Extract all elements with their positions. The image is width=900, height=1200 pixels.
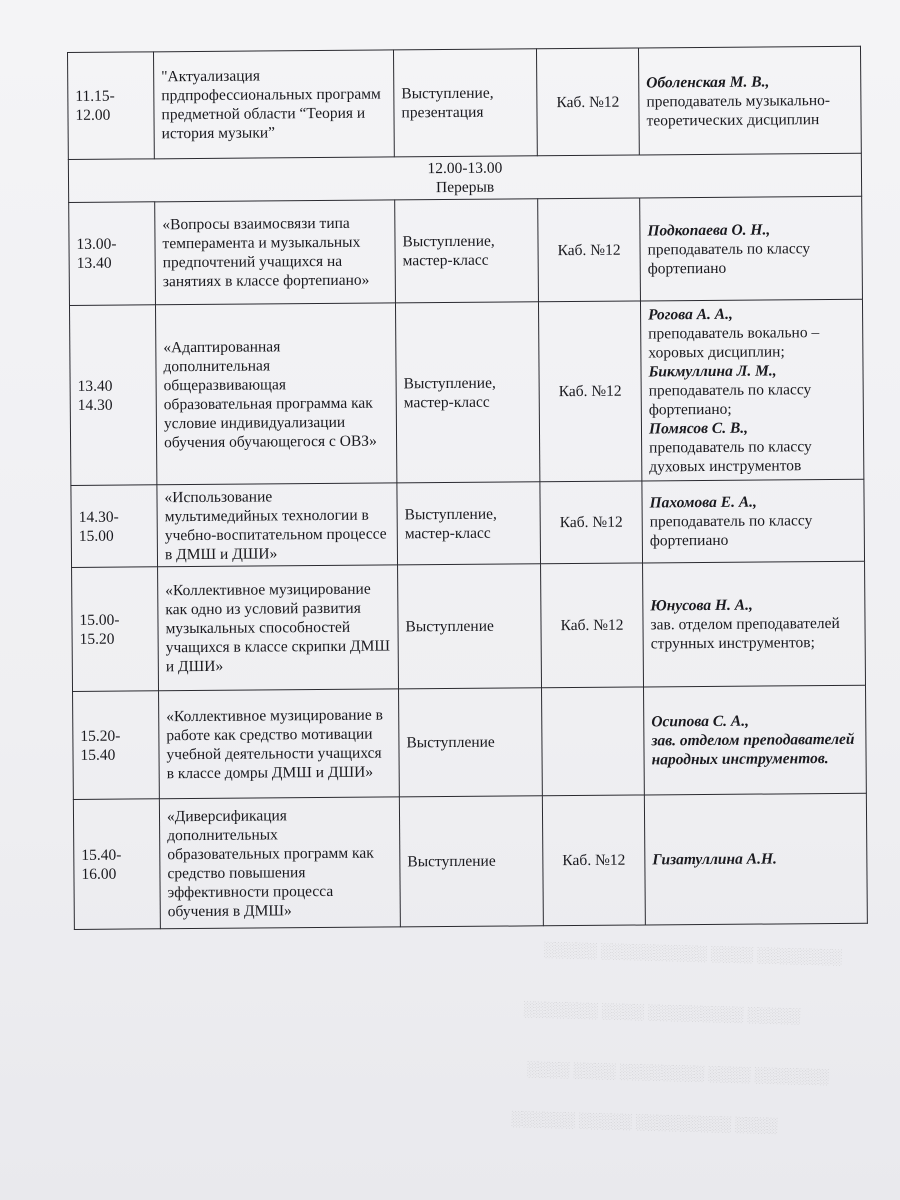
break-label: Перерыв	[435, 178, 495, 197]
format-cell: Выступление, презентация	[393, 49, 537, 157]
speaker-role: преподаватель по классу духовых инструментов	[649, 438, 812, 476]
format-cell: Выступление, мастер-класс	[397, 482, 541, 565]
break-row	[68, 153, 861, 202]
speaker-cell	[638, 46, 861, 155]
room-cell	[542, 687, 645, 796]
speaker-name: Рогова А. А.,	[648, 305, 733, 324]
time-cell: 14.30-15.00	[71, 485, 158, 568]
speaker-cell	[644, 685, 867, 795]
speaker-name: Юнусова Н. А.,	[650, 596, 753, 615]
speaker-role: преподаватель по классу фортепиано;	[648, 381, 812, 419]
table-row	[72, 561, 866, 691]
format-cell: Выступление, мастер-класс	[395, 199, 539, 303]
speaker-name: Осипова С. А.,	[651, 712, 750, 731]
time-cell: 15.20-15.40	[73, 691, 160, 800]
speaker-role: преподаватель вокально – хоровых дисциплин;	[648, 324, 820, 362]
room-cell: Каб. №12	[536, 48, 639, 156]
table-row	[73, 685, 867, 799]
format-cell: Выступление	[399, 796, 543, 927]
time-cell: 13.40 14.30	[69, 305, 156, 486]
speaker-cell	[642, 479, 865, 563]
time-cell: 13.00-13.40	[69, 202, 156, 306]
topic-cell: «Диверсификация дополнительных образовательных программ как средство повышения эффективности процесса обучения в ДМШ»	[159, 797, 400, 929]
speaker-role: преподаватель по классу фортепиано	[647, 239, 811, 277]
bleed-through-text: ░░░░░░░░ ░░░░ ░░░░░░░░░░ ░░░░░ ░░░░░ ░░░░░░░░░ ░░░░ ░░░░░░░ ░░░░░░░ ░░░░ ░░░░░░░░ ░░░░ ░░░░ ░░░░ ░░░░░░░░░ ░░░░░ ░░░░░░	[511, 942, 843, 1135]
time-cell: 15.00-15.20	[72, 567, 159, 692]
speaker-name: Бикмуллина Л. М.,	[648, 362, 777, 381]
speaker-cell	[643, 561, 866, 687]
speaker-role: преподаватель по классу фортепиано	[649, 512, 813, 550]
time-cell: 15.40-16.00	[73, 799, 160, 930]
table-row	[68, 46, 862, 159]
speaker-role: зав. отделом преподавателей струнных инструментов;	[650, 614, 840, 653]
speaker-role: зав. отделом преподавателей народных инструментов.	[651, 730, 855, 769]
topic-cell: «Коллективное музицирование как одно из условий развития музыкальных способностей учащихся в классе скрипки ДМШ и ДШИ»	[158, 565, 399, 691]
speaker-cell	[640, 196, 863, 301]
topic-cell: «Использование мультимедийных технологии в учебно-воспитательном процессе в ДМШ и ДШИ»	[157, 483, 398, 567]
room-cell: Каб. №12	[538, 198, 641, 302]
format-cell: Выступление, мастер-класс	[395, 302, 539, 483]
speaker-name: Подкопаева О. Н.,	[647, 220, 771, 239]
table-row	[69, 196, 863, 305]
speaker-name: Гизатуллина А.Н.	[652, 850, 777, 869]
time-cell: 11.15-12.00	[68, 52, 155, 160]
table-row	[71, 479, 865, 567]
topic-cell: «Адаптированная дополнительная общеразвивающая образовательная программа как условие индивидуализации обучения обучающегося с ОВЗ»	[155, 303, 396, 485]
topic-cell: "Актуализация прдпрофессиональных программ предметной области “Теория и история музыки”	[154, 50, 395, 159]
topic-cell: «Коллективное музицирование в работе как средство мотивации учебной деятельности учащихся в классе домры ДМШ и ДШИ»	[159, 689, 400, 799]
topic-cell: «Вопросы взаимосвязи типа темперамента и музыкальных предпочтений учащихся на занятиях в классе фортепиано»	[155, 200, 396, 305]
room-cell: Каб. №12	[541, 563, 644, 688]
room-cell: Каб. №12	[542, 795, 645, 926]
speaker-name: Пахомова Е. А.,	[649, 493, 757, 512]
break-time: 12.00-13.00	[427, 159, 503, 178]
speaker-cell	[640, 299, 863, 481]
format-cell: Выступление	[399, 688, 543, 797]
speaker-cell	[644, 793, 867, 925]
table-row	[73, 793, 867, 929]
break-cell	[68, 153, 861, 202]
schedule-table	[67, 46, 868, 930]
speaker-name: Оболенская М. В.,	[646, 72, 770, 91]
format-cell: Выступление	[398, 564, 542, 689]
room-cell: Каб. №12	[540, 481, 643, 564]
room-cell: Каб. №12	[538, 301, 641, 482]
speaker-name: Помясов С. В.,	[648, 419, 749, 438]
speaker-role: преподаватель музыкально-теоретических дисциплин	[646, 91, 831, 129]
table-row	[69, 299, 863, 485]
